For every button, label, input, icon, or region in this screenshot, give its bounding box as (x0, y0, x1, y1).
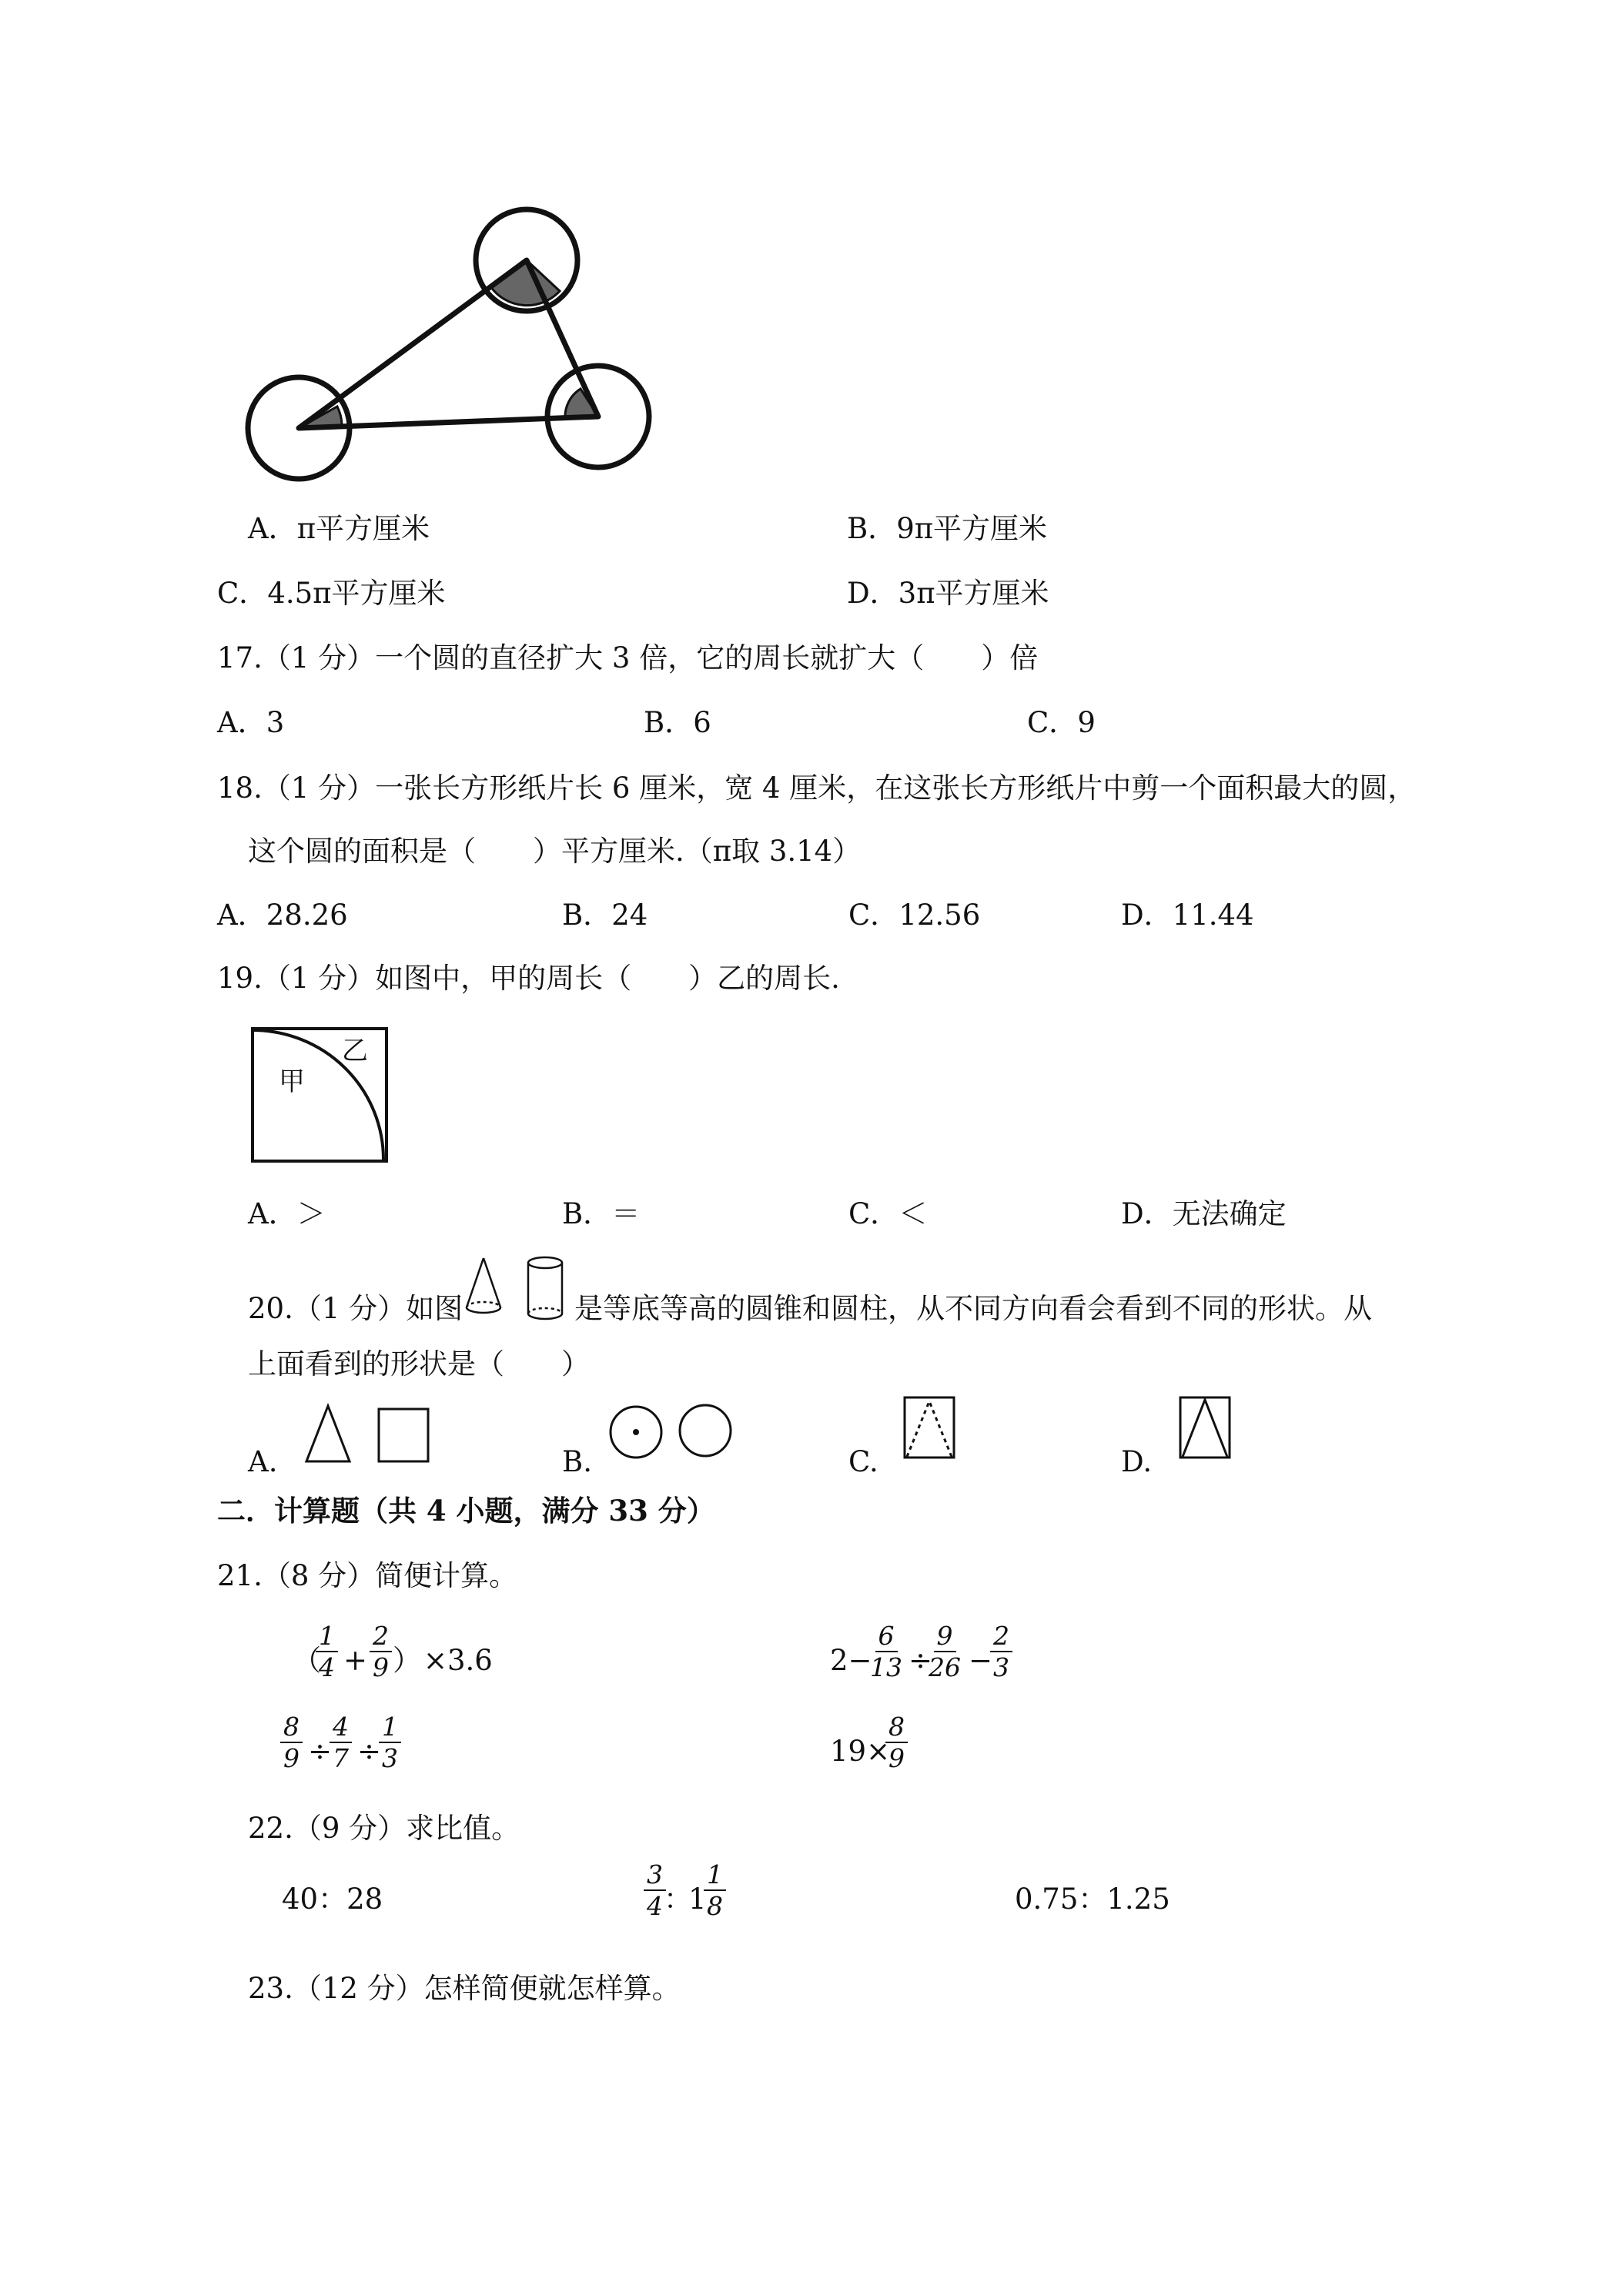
option-letter: A． (217, 899, 266, 932)
denominator: 7 (333, 1743, 349, 1773)
rectangle-shape (1180, 1397, 1230, 1458)
mixed-whole: 1 (688, 1883, 707, 1916)
q16-option-d[interactable] (847, 577, 1049, 610)
q18-option-a[interactable] (217, 899, 348, 932)
circle-shape (680, 1405, 731, 1456)
q20-option-d-label[interactable]: D. (1121, 1445, 1153, 1478)
numerator: 4 (330, 1714, 352, 1743)
denominator: 3 (382, 1743, 398, 1773)
q22-ratio-3: 0.75：1.25 (1015, 1883, 1170, 1916)
fraction (330, 1714, 352, 1771)
option-text: 28.26 (266, 899, 348, 932)
q18-option-d[interactable] (1121, 899, 1254, 932)
option-letter: B． (847, 512, 897, 545)
q20-option-c-shape[interactable] (902, 1395, 956, 1461)
square-shape (379, 1409, 428, 1461)
q16-option-c[interactable] (217, 577, 446, 610)
dashed-triangle (907, 1401, 952, 1457)
option-text: 9 (1077, 706, 1096, 739)
option-text: 9π平方厘米 (896, 512, 1048, 545)
section-heading: 二．计算题（共 4 小题，满分 33 分） (217, 1494, 715, 1528)
q20-option-b-shapes[interactable] (608, 1401, 739, 1463)
q20-option-a-label[interactable]: A. (248, 1445, 278, 1478)
q20-stem-line2: 上面看到的形状是（ ） (248, 1347, 590, 1381)
numerator: 1 (316, 1623, 338, 1652)
denominator: 26 (929, 1652, 961, 1682)
numerator: 1 (379, 1714, 401, 1743)
cone-cylinder-icon (462, 1255, 571, 1324)
denominator: 9 (888, 1743, 905, 1773)
q17-option-c[interactable] (1027, 708, 1096, 737)
q22-ratio-1: 40：28 (282, 1883, 383, 1916)
triangle-in-rect (1183, 1400, 1227, 1457)
numerator: 1 (704, 1862, 726, 1891)
fraction (990, 1623, 1012, 1680)
ratio-colon: ： (664, 1883, 692, 1916)
top-shaded-sector (490, 260, 560, 306)
q20-stem-prefix: 20.（1 分）如图 (248, 1292, 463, 1325)
q18-option-b[interactable] (562, 899, 648, 932)
option-letter: A． (248, 1197, 297, 1230)
numerator: 8 (280, 1714, 303, 1743)
cylinder-icon (528, 1257, 562, 1319)
option-letter: A． (217, 706, 266, 739)
option-letter: B． (562, 899, 612, 932)
option-letter: D． (1121, 899, 1173, 932)
numerator: 2 (370, 1623, 392, 1652)
q18-stem-line2: 这个圆的面积是（ ）平方厘米.（π取 3.14） (248, 835, 862, 868)
q17-option-a[interactable] (217, 708, 284, 737)
numerator: 9 (934, 1623, 956, 1652)
fraction (379, 1714, 401, 1771)
expr-tail: ×3.6 (423, 1644, 493, 1677)
option-text: 6 (693, 706, 711, 739)
expr-lead: 19× (830, 1735, 891, 1768)
q21-expr1 (293, 1623, 524, 1692)
fraction (929, 1623, 961, 1680)
minus-sign: − (969, 1644, 993, 1677)
denominator: 8 (707, 1891, 723, 1921)
q22-stem: 22.（9 分）求比值。 (248, 1812, 520, 1845)
option-text: 3 (266, 706, 285, 739)
rectangle-shape (905, 1397, 954, 1458)
fraction (370, 1623, 392, 1680)
option-text: ＞ (296, 1197, 326, 1230)
option-letter: B． (644, 706, 694, 739)
option-letter: C． (217, 577, 268, 610)
fraction (704, 1859, 726, 1921)
option-letter: D． (1121, 1197, 1173, 1230)
denominator: 3 (993, 1652, 1009, 1682)
option-letter: C． (848, 899, 899, 932)
option-text: 11.44 (1172, 899, 1254, 932)
divide-sign: ÷ (357, 1735, 382, 1768)
q20-option-d-shape[interactable] (1178, 1395, 1232, 1461)
option-letter: C． (1027, 706, 1078, 739)
q20-option-a-shapes[interactable] (302, 1403, 433, 1464)
q19-option-a[interactable] (248, 1197, 326, 1230)
option-text: ＜ (899, 1197, 928, 1230)
triangle-shape (306, 1406, 350, 1461)
fraction (885, 1714, 908, 1771)
q16-option-a[interactable] (248, 514, 430, 543)
q19-option-c[interactable] (848, 1197, 928, 1230)
option-text: 24 (611, 899, 648, 932)
plus-sign: + (343, 1644, 368, 1677)
q19-stem: 19.（1 分）如图中，甲的周长（ ）乙的周长. (217, 962, 840, 995)
q21-expr4 (830, 1714, 984, 1783)
fraction (280, 1714, 303, 1771)
option-text: 3π平方厘米 (898, 577, 1049, 610)
paren-open: （ (293, 1644, 321, 1677)
fraction (316, 1623, 338, 1680)
q19-option-b[interactable] (562, 1197, 641, 1230)
q16-option-b[interactable] (847, 514, 1047, 543)
center-dot (633, 1429, 639, 1435)
expr-lead: 2− (830, 1644, 872, 1677)
numerator: 8 (885, 1714, 908, 1743)
option-text: ＝ (611, 1197, 641, 1230)
option-letter: D． (847, 577, 899, 610)
option-text: 4.5π平方厘米 (267, 577, 446, 610)
q20-option-b-label[interactable]: B. (562, 1445, 592, 1478)
q21-expr2 (830, 1623, 1061, 1692)
q20-option-c-label[interactable]: C. (848, 1445, 878, 1478)
option-letter: A． (248, 512, 297, 545)
q20-stem-suffix: 是等底等高的圆锥和圆柱，从不同方向看会看到不同的形状。从 (574, 1292, 1372, 1325)
denominator: 4 (647, 1891, 663, 1921)
q18-option-c[interactable] (848, 899, 981, 932)
q21-stem: 21.（8 分）简便计算。 (217, 1559, 518, 1592)
triangle-circles-figure (239, 202, 678, 488)
q19-option-d[interactable] (1121, 1197, 1287, 1230)
denominator: 9 (373, 1652, 389, 1682)
numerator: 6 (875, 1623, 898, 1652)
label-yi: 乙 (342, 1036, 368, 1066)
q17-option-b[interactable] (644, 708, 711, 737)
square-quarter-arc-figure (251, 1027, 388, 1163)
option-text: 12.56 (899, 899, 981, 932)
paren-close: ） (393, 1644, 421, 1677)
option-letter: C． (848, 1197, 899, 1230)
fraction (644, 1859, 666, 1921)
q17-stem: 17.（1 分）一个圆的直径扩大 3 倍，它的周长就扩大（ ）倍 (217, 641, 1039, 674)
option-text: π平方厘米 (296, 512, 430, 545)
cone-icon (467, 1258, 500, 1313)
q22-ratio-2 (644, 1859, 767, 1931)
fraction (870, 1623, 902, 1680)
q23-stem: 23.（12 分）怎样简便就怎样算。 (248, 1972, 681, 2005)
denominator: 4 (319, 1652, 335, 1682)
q21-expr3 (280, 1714, 434, 1783)
option-text: 无法确定 (1172, 1197, 1287, 1230)
numerator: 2 (990, 1623, 1012, 1652)
divide-sign: ÷ (909, 1644, 933, 1677)
denominator: 9 (283, 1743, 300, 1773)
option-letter: B． (562, 1197, 612, 1230)
q18-stem-line1: 18.（1 分）一张长方形纸片长 6 厘米，宽 4 厘米，在这张长方形纸片中剪一个面积最大的圆， (217, 771, 1417, 805)
label-jia: 甲 (279, 1066, 305, 1097)
denominator: 13 (870, 1652, 902, 1682)
divide-sign: ÷ (308, 1735, 333, 1768)
numerator: 3 (644, 1862, 666, 1891)
